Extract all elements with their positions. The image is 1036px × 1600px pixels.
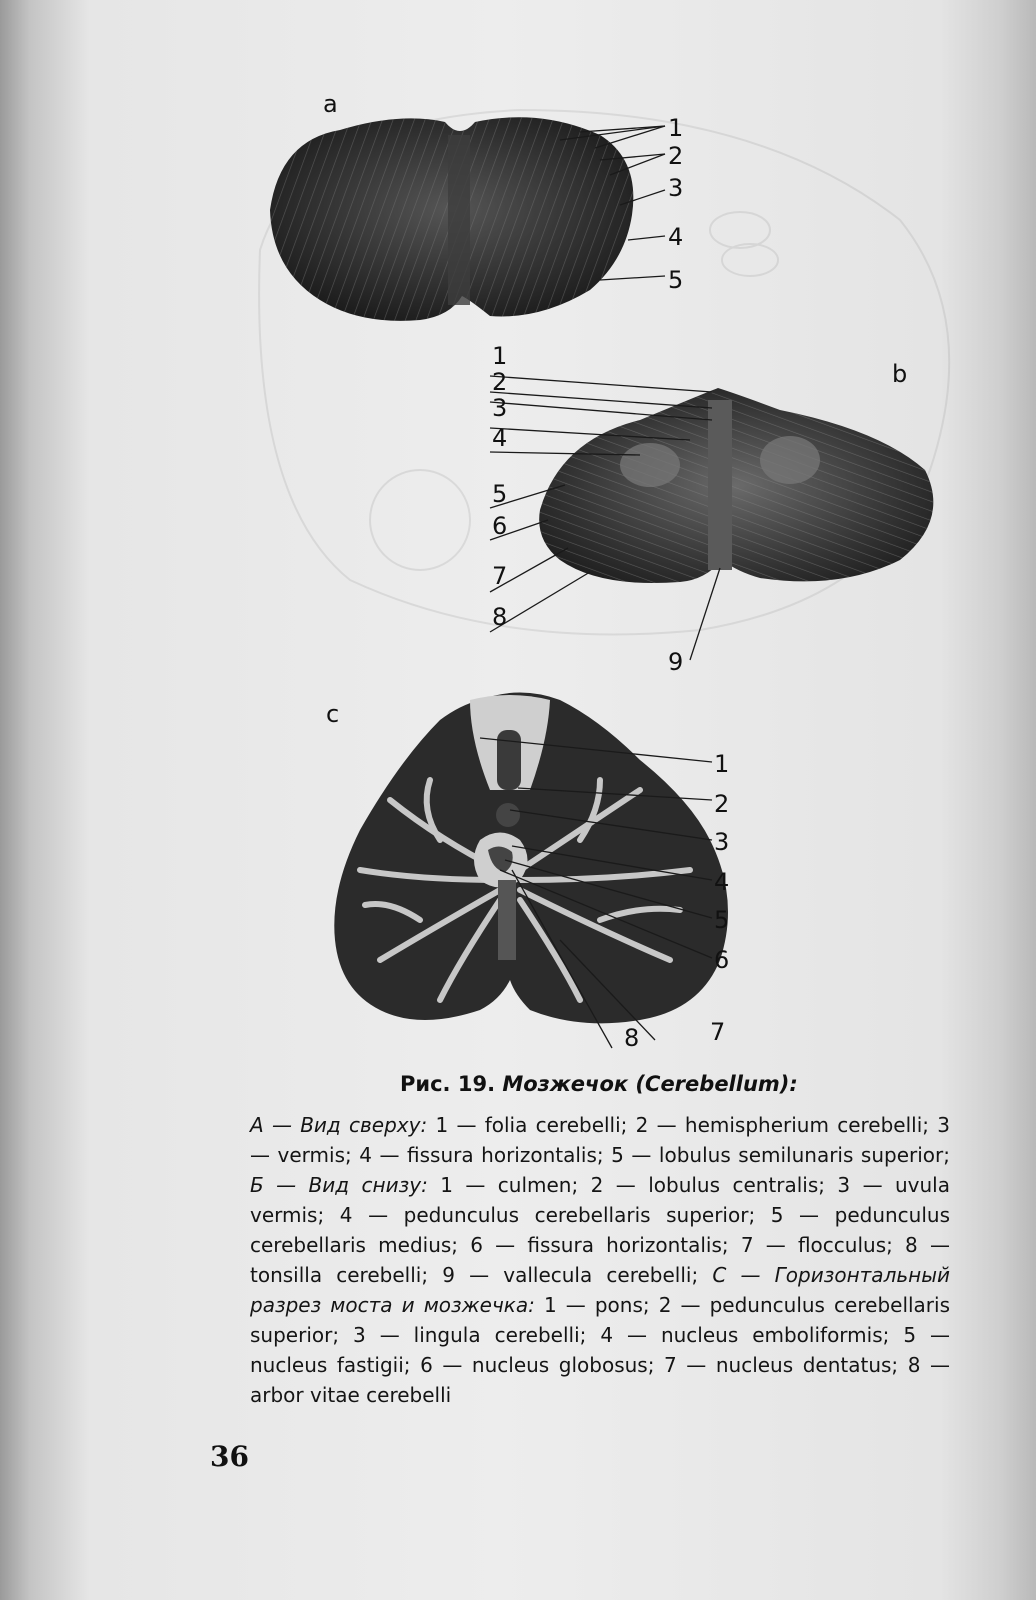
figure-c-label-7: 7 <box>710 1018 726 1046</box>
figure-b-label-7: 7 <box>492 562 508 590</box>
caption-part-c-heading: С — Горизонтальный разрез моста и мозжечка: <box>250 1263 950 1317</box>
figure-b-label-9: 9 <box>668 648 684 676</box>
figure-caption-body <box>250 1110 950 1410</box>
figure-c-label-1: 1 <box>714 750 730 778</box>
figure-c-label-2: 2 <box>714 790 730 818</box>
caption-title-prefix: Рис. 19. <box>400 1072 496 1096</box>
figure-a-label-2: 2 <box>668 142 684 170</box>
caption-part-c-text: 1 — pons; 2 — pedunculus cerebellaris superior; 3 — lingula cerebelli; 4 — nucleus emboliformis; 5 — nucleus fastigii; 6 — nucleus globosus; 7 — nucleus dentatus; 8 — arbor vitae cerebelli <box>250 1293 951 1407</box>
figure-b-cerebellum-bottom <box>490 342 933 676</box>
caption-part-a-heading: A — Вид сверху: <box>250 1113 428 1137</box>
caption-part-b-heading: Б — Вид снизу: <box>250 1173 428 1197</box>
figure-b-label-8: 8 <box>492 603 508 631</box>
figure-b-label-4: 4 <box>492 424 508 452</box>
figure-a-panel-label: a <box>323 90 338 118</box>
figure-a-label-3: 3 <box>668 174 684 202</box>
figure-a-label-1: 1 <box>668 114 684 142</box>
figure-c-label-8: 8 <box>624 1024 640 1052</box>
page-number: 36 <box>210 1440 249 1473</box>
figure-b-label-6: 6 <box>492 512 508 540</box>
figure-c-panel-label: c <box>326 700 340 728</box>
figure-a-label-4: 4 <box>668 223 684 251</box>
figure-c-horizontal-section <box>326 693 729 1053</box>
figure-a-label-5: 5 <box>668 266 684 294</box>
figure-c-label-6: 6 <box>714 946 730 974</box>
figure-c-label-4: 4 <box>714 868 730 896</box>
caption-title-italic: Мозжечок (Cerebellum): <box>502 1072 798 1096</box>
figure-b-panel-label: b <box>892 360 908 388</box>
caption-part-a-text: 1 — folia cerebelli; 2 — hemispherium cerebelli; 3 — vermis; 4 — fissura horizontalis; 5 — lobulus semilunaris superior; <box>250 1113 951 1167</box>
figure-b-label-2: 2 <box>492 368 508 396</box>
caption-part-b-text: 1 — culmen; 2 — lobulus centralis; 3 — uvula vermis; 4 — pedunculus cerebellaris superior; 5 — pedunculus cerebellaris medius; 6 — fissura horizontalis; 7 — flocculus; 8 — tonsilla cerebelli; 9 — vallecula cerebelli; <box>250 1173 950 1287</box>
figure-b-label-3: 3 <box>492 394 508 422</box>
figure-c-label-3: 3 <box>714 828 730 856</box>
figure-a-cerebellum-top <box>270 90 683 321</box>
figure-c-label-5: 5 <box>714 906 730 934</box>
figure-b-label-5: 5 <box>492 480 508 508</box>
figure-b-label-1: 1 <box>492 342 508 370</box>
figure-caption-title <box>400 1072 798 1096</box>
